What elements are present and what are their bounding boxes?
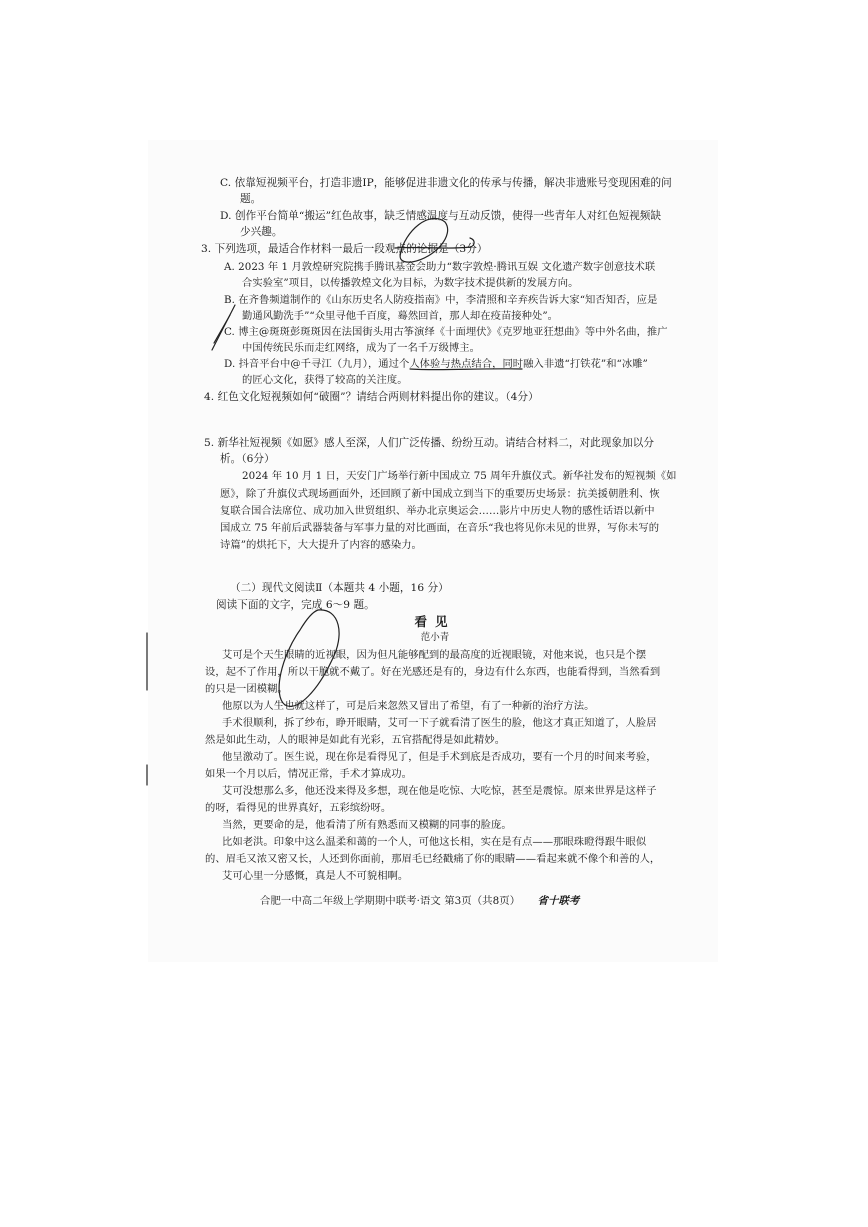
passage-line: 如果一个月以后，情况正常，手术才算成功。	[205, 768, 412, 780]
passage-line: 当然，更要命的是，他看清了所有熟悉而又模糊的同事的脸庞。	[222, 819, 512, 831]
q3-option-c-line1: C. 博主@斑斑彭斑斑因在法国街头用古筝演绎《十面埋伏》《克罗地亚狂想曲》等中外名曲，推广	[224, 326, 668, 338]
q2-option-c-line2: 题。	[240, 193, 262, 205]
passage-line: 他原以为人生也就这样了，可是后来忽然又冒出了希望，有了一种新的治疗方法。	[222, 700, 595, 712]
passage-line: 他呈激动了。医生说，现在你是看得见了，但是手术到底是否成功，要有一个月的时间来考验，	[222, 751, 657, 763]
passage-line: 艾可没想那么多，他还没来得及多想，现在他是吃惊、大吃惊，甚至是震惊。原来世界是这样子	[222, 785, 657, 797]
q5-line1: 5. 新华社短视频《如愿》感人至深，人们广泛传播、纷纷互动。请结合材料二，对此现象加以分	[204, 437, 655, 449]
q3-option-c-line2: 中国传统民乐而走红网络，成为了一名千万级博主。	[242, 342, 480, 354]
passage-title: 看见	[414, 614, 456, 629]
q5-material-line: 2024 年 10 月 1 日，天安门广场举行新中国成立 75 周年升旗仪式。新华社发布的短视频《如	[242, 470, 677, 482]
q3-option-b-line2: 勤通风勤洗手”“众里寻他千百度，蓦然回首，那人却在疫苗接种处”。	[242, 310, 558, 322]
passage-line: 的、眉毛又浓又密又长，人还到你面前，那眉毛已经戳痛了你的眼睛——看起来就不像个和善的人，	[205, 853, 661, 865]
page-footer	[260, 894, 579, 909]
q5-material-line: 愿》，除了升旗仪式现场画面外，还回顾了新中国成立到当下的重要历史场景：抗美援朝胜利、恢	[220, 488, 660, 500]
q3-option-a-line1: A. 2023 年 1 月敦煌研究院携手腾讯基金会助力“数字敦煌·腾讯互娱 文化遗产数字创意技术联	[224, 261, 656, 273]
passage-line: 手术很顺利，拆了纱布，睁开眼睛，艾可一下子就看清了医生的脸，他这才真正知道了，人脸居	[222, 717, 657, 729]
q4: 4. 红色文化短视频如何“破圈”？请结合两则材料提出你的建议。（4分）	[204, 391, 539, 403]
q5-material-line: 国成立 75 年前后武器装备与军事力量的对比画面，在音乐“我也将见你未见的世界，写你未写的	[220, 522, 660, 534]
passage-line: 艾可心里一分感慨，真是人不可貌相啊。	[222, 870, 409, 882]
q2-option-c-line1: C. 依靠短视频平台，打造非遗IP，能够促进非遗文化的传承与传播，解决非遗账号变现困难的问	[220, 177, 672, 189]
q3-option-a-line2: 合实验室”项目，以传播敦煌文化为目标，为数字技术提供新的发展方向。	[242, 277, 579, 289]
q3-option-d-line2: 的匠心文化，获得了较高的关注度。	[242, 374, 408, 386]
section-two-heading: （二）现代文阅读Ⅱ（本题共 4 小题，16 分）	[230, 582, 449, 594]
q3-option-b-line1: B. 在齐鲁频道制作的《山东历史名人防疫指南》中，李清照和辛弃疾告诉大家“知否知否，应是	[224, 294, 658, 306]
section-two-instruction: 阅读下面的文字，完成 6～9 题。	[216, 599, 375, 611]
q5-material-line: 复联合国合法席位、成功加入世贸组织、举办北京奥运会……影片中历史人物的感性话语以新中	[220, 505, 655, 517]
passage-line: 设，起不了作用，所以干脆就不戴了。好在光感还是有的，身边有什么东西，也能看得到，当然看到	[205, 666, 661, 678]
footer-text: 合肥一中高二年级上学期期中联考·语文 第3页（共8页）	[260, 895, 521, 907]
passage-line: 的呀，看得见的世界真好，五彩缤纷呀。	[205, 802, 392, 814]
passage-line: 艾可是个天生眼睛的近视眼，因为但凡能够配到的最高度的近视眼镜，对他来说，也只是个摆	[222, 649, 647, 661]
q5-line2: 析。（6分）	[220, 453, 275, 465]
q5-material-line: 诗篇”的烘托下，大大提升了内容的感染力。	[220, 539, 422, 551]
passage-line: 比如老洪。印象中这么温柔和蔼的一个人，可他这长相，实在是有点——那眼珠瞪得跟牛眼似	[222, 836, 647, 848]
passage-author: 范小青	[420, 632, 450, 643]
q2-option-d-line1: D. 创作平台简单“搬运”红色故事，缺乏情感温度与互动反馈，使得一些青年人对红色短视频缺	[220, 210, 662, 222]
passage-line: 然是如此生动，人的眼神是如此有光彩，五官搭配得是如此精妙。	[205, 734, 506, 746]
q2-option-d-line2: 少兴趣。	[240, 226, 283, 238]
q3-option-d-line1: D. 抖音平台中@千寻江（九月），通过个人体验与热点结合，同时融入非遗“打铁花”和“冰雕”	[224, 358, 648, 370]
q3-stem: 3. 下列选项，最适合作材料一最后一段观点的论据是（3分）	[201, 243, 488, 255]
footer-stamp: 省十联考	[537, 895, 580, 907]
passage-line: 的只是一团模糊。	[205, 683, 288, 695]
